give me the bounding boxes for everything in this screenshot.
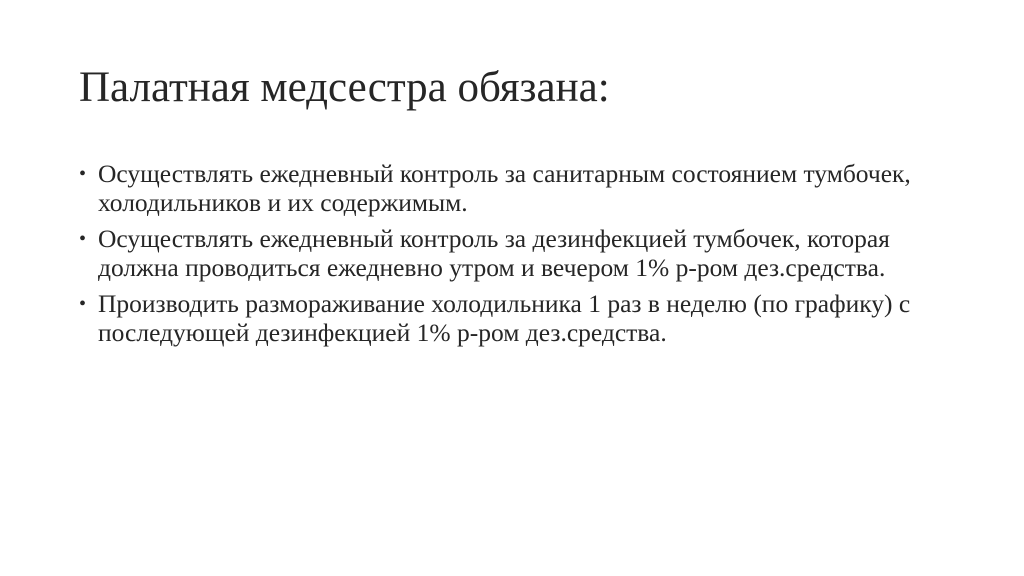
list-item-text: Осуществлять ежедневный контроль за санитарным состоянием тумбочек, холодильников и их содержимым.	[98, 159, 911, 217]
list-item-text: Производить размораживание холодильника 1 раз в неделю (по графику) с последующей дезинфекцией 1% р-ром дез.средства.	[98, 289, 911, 347]
bullet-icon: •	[79, 163, 87, 185]
list-item-text: Осуществлять ежедневный контроль за дезинфекцией тумбочек, которая должна проводиться ежедневно утром и вечером 1% р-ром дез.средства.	[98, 224, 890, 282]
bullet-icon: •	[79, 228, 87, 250]
slide-title: Палатная медсестра обязана:	[79, 64, 610, 111]
list-item	[79, 160, 939, 217]
list-item	[79, 225, 939, 282]
bullet-icon: •	[79, 293, 87, 315]
bullet-list	[79, 160, 939, 355]
list-item	[79, 290, 939, 347]
